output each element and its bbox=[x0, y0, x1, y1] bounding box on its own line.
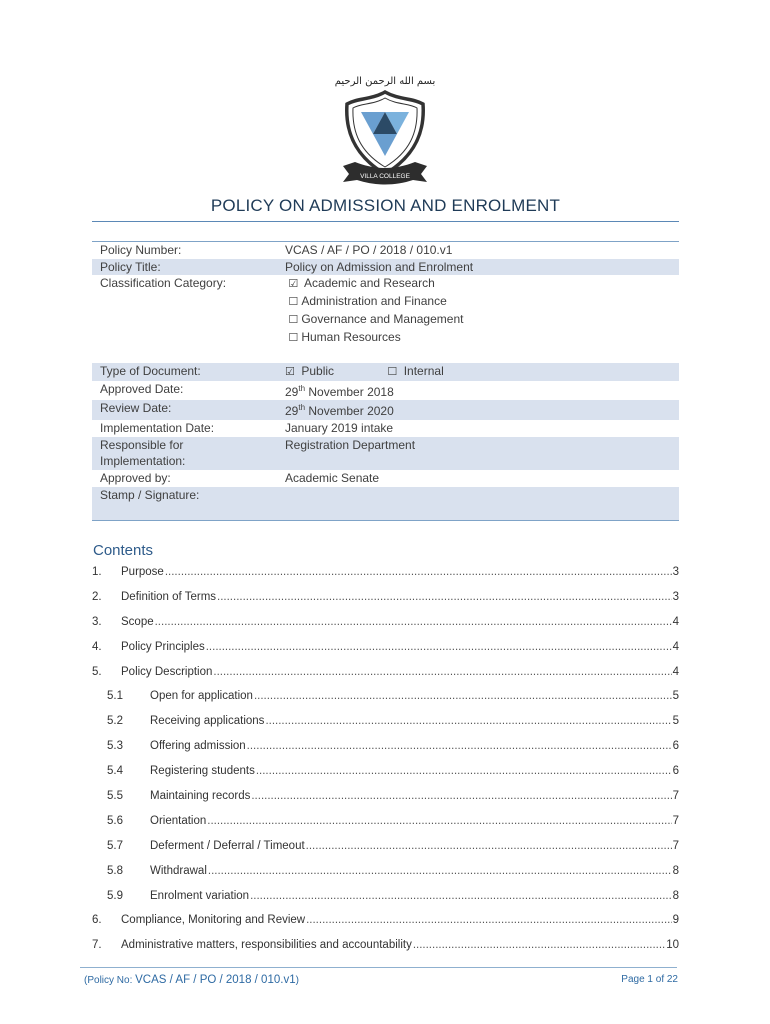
toc-label: Purpose bbox=[121, 566, 164, 578]
toc-page: 9 bbox=[672, 914, 679, 927]
toc-item[interactable] bbox=[92, 665, 679, 690]
toc-number: 6. bbox=[92, 914, 102, 927]
villa-college-logo bbox=[335, 70, 435, 188]
toc-leader bbox=[306, 839, 672, 854]
row-review-date bbox=[92, 400, 679, 420]
toc-leader bbox=[251, 789, 671, 804]
toc-item[interactable] bbox=[92, 789, 679, 814]
spacer-row bbox=[92, 346, 679, 363]
policy-number-value: VCAS / AF / PO / 2018 / 010.v1 bbox=[285, 243, 453, 257]
checkbox-checked-icon: ☑ bbox=[288, 277, 299, 291]
toc-leader bbox=[413, 938, 665, 953]
toc-label: Compliance, Monitoring and Review bbox=[121, 914, 306, 927]
row-responsible bbox=[92, 437, 679, 470]
row-type bbox=[92, 363, 679, 381]
category-label: Academic and Research bbox=[304, 276, 435, 291]
toc-leader bbox=[165, 565, 672, 580]
toc-number: 2. bbox=[92, 590, 102, 603]
toc-label: Enrolment variation bbox=[150, 889, 250, 902]
toc-page: 7 bbox=[672, 814, 679, 827]
toc-item[interactable] bbox=[92, 689, 679, 714]
toc-label: Offering admission bbox=[150, 740, 246, 753]
toc-number: 5.3 bbox=[107, 740, 123, 753]
toc-page: 3 bbox=[672, 566, 679, 578]
toc-page: 6 bbox=[672, 765, 679, 778]
row-implementation-date bbox=[92, 420, 679, 437]
row-policy-title bbox=[92, 259, 679, 276]
checkbox-empty-icon: ☐ bbox=[288, 295, 299, 309]
toc-number: 5.5 bbox=[107, 790, 123, 803]
toc-item[interactable] bbox=[92, 864, 679, 889]
row-approved-date bbox=[92, 381, 679, 401]
toc-page: 7 bbox=[672, 839, 679, 852]
toc-page: 6 bbox=[672, 740, 679, 753]
toc-item[interactable] bbox=[92, 814, 679, 839]
toc-leader bbox=[208, 864, 672, 879]
toc-label: Definition of Terms bbox=[121, 590, 217, 603]
checkbox-empty-icon: ☐ bbox=[288, 312, 299, 326]
toc-leader bbox=[207, 814, 671, 829]
review-date-value: 29th November 2020 bbox=[285, 403, 394, 419]
checkbox-checked-icon: ☑ bbox=[285, 364, 295, 378]
category-academic bbox=[285, 275, 679, 293]
toc-number: 5. bbox=[92, 665, 102, 678]
page-footer bbox=[84, 974, 678, 986]
policy-info-table bbox=[92, 241, 679, 521]
policy-title-label: Policy Title: bbox=[100, 259, 161, 274]
category-governance bbox=[285, 311, 679, 329]
toc-leader bbox=[265, 714, 671, 729]
toc-leader bbox=[256, 764, 672, 779]
category-label: Human Resources bbox=[301, 329, 401, 344]
toc-number: 1. bbox=[92, 566, 102, 578]
toc-item[interactable] bbox=[92, 615, 679, 640]
toc-label: Scope bbox=[121, 615, 154, 628]
row-approved-by bbox=[92, 470, 679, 487]
toc-item[interactable] bbox=[92, 590, 679, 615]
toc-leader bbox=[206, 640, 672, 655]
approved-by-value: Academic Senate bbox=[285, 471, 380, 486]
row-stamp bbox=[92, 487, 679, 520]
toc-leader bbox=[213, 665, 671, 680]
responsible-label: Responsible for Implementation: bbox=[100, 437, 186, 469]
toc-label: Policy Principles bbox=[121, 640, 205, 653]
toc-page: 5 bbox=[672, 715, 679, 728]
category-label: Governance and Management bbox=[301, 311, 464, 326]
toc-leader bbox=[217, 590, 672, 605]
toc-item[interactable] bbox=[92, 938, 679, 963]
table-of-contents bbox=[92, 565, 679, 963]
toc-item[interactable] bbox=[92, 565, 679, 590]
toc-item[interactable] bbox=[92, 764, 679, 789]
implementation-date-label: Implementation Date: bbox=[100, 421, 215, 436]
toc-label: Open for application bbox=[150, 690, 253, 703]
toc-number: 5.7 bbox=[107, 839, 123, 852]
toc-label: Withdrawal bbox=[150, 864, 207, 877]
document-title: POLICY ON ADMISSION AND ENROLMENT bbox=[210, 196, 561, 215]
ribbon-text: VILLA COLLEGE bbox=[360, 173, 410, 180]
toc-page: 5 bbox=[672, 690, 679, 703]
toc-item[interactable] bbox=[92, 714, 679, 739]
category-administration bbox=[285, 293, 679, 311]
approved-date-value: 29th November 2018 bbox=[285, 383, 394, 399]
review-date-label: Review Date: bbox=[100, 401, 172, 416]
toc-leader bbox=[155, 615, 672, 630]
footer-policy-number: (Policy No: VCAS / AF / PO / 2018 / 010.v1) bbox=[84, 974, 299, 986]
approved-date-label: Approved Date: bbox=[100, 381, 184, 396]
category-hr bbox=[285, 329, 679, 347]
classification-label: Classification Category: bbox=[100, 276, 227, 291]
toc-item[interactable] bbox=[92, 913, 679, 938]
approved-by-label: Approved by: bbox=[100, 471, 171, 486]
toc-label: Deferment / Deferral / Timeout bbox=[150, 839, 305, 852]
row-policy-number bbox=[92, 242, 679, 259]
toc-number: 5.6 bbox=[107, 814, 123, 827]
policy-number-label: Policy Number: bbox=[100, 243, 182, 257]
category-label: Administration and Finance bbox=[301, 294, 447, 309]
toc-number: 4. bbox=[92, 640, 102, 653]
toc-label: Policy Description bbox=[121, 665, 213, 678]
toc-item[interactable] bbox=[92, 889, 679, 914]
toc-number: 3. bbox=[92, 615, 102, 628]
implementation-date-value: January 2019 intake bbox=[285, 421, 394, 436]
toc-label: Receiving applications bbox=[150, 715, 265, 728]
toc-leader bbox=[250, 889, 672, 904]
stamp-label: Stamp / Signature: bbox=[100, 487, 200, 502]
checkbox-empty-icon: ☐ bbox=[387, 364, 398, 378]
toc-page: 8 bbox=[672, 864, 679, 877]
type-internal: Internal bbox=[403, 363, 444, 378]
toc-page: 4 bbox=[672, 640, 679, 653]
footer-page-number: Page 1 of 22 bbox=[621, 974, 678, 985]
toc-number: 5.9 bbox=[107, 889, 123, 902]
checkbox-empty-icon: ☐ bbox=[288, 330, 299, 344]
toc-page: 10 bbox=[666, 939, 679, 952]
toc-leader bbox=[306, 913, 672, 928]
toc-number: 5.4 bbox=[107, 765, 123, 778]
toc-label: Orientation bbox=[150, 814, 207, 827]
toc-page: 4 bbox=[672, 665, 679, 678]
toc-page: 8 bbox=[672, 889, 679, 902]
toc-number: 5.2 bbox=[107, 715, 123, 728]
toc-page: 7 bbox=[672, 790, 679, 803]
stamp-value bbox=[285, 487, 679, 520]
type-public: Public bbox=[301, 363, 335, 378]
toc-label: Maintaining records bbox=[150, 790, 251, 803]
toc-leader bbox=[247, 739, 672, 754]
toc-page: 4 bbox=[672, 615, 679, 628]
toc-leader bbox=[254, 689, 672, 704]
contents-heading: Contents bbox=[93, 542, 154, 559]
toc-item[interactable] bbox=[92, 640, 679, 665]
toc-label: Administrative matters, responsibilities and accountability bbox=[121, 939, 412, 952]
footer-divider bbox=[80, 967, 677, 968]
arabic-inscription: بسم الله الرحمن الرحيم bbox=[335, 76, 435, 87]
toc-item[interactable] bbox=[92, 839, 679, 864]
policy-title-value: Policy on Admission and Enrolment bbox=[285, 259, 474, 274]
toc-label: Registering students bbox=[150, 765, 255, 778]
toc-item[interactable] bbox=[92, 739, 679, 764]
toc-number: 5.1 bbox=[107, 690, 123, 703]
toc-number: 7. bbox=[92, 939, 102, 952]
responsible-value: Registration Department bbox=[285, 437, 416, 452]
toc-page: 3 bbox=[672, 590, 679, 603]
row-classification bbox=[92, 275, 679, 346]
toc-number: 5.8 bbox=[107, 864, 123, 877]
type-label: Type of Document: bbox=[100, 363, 201, 378]
title-divider bbox=[92, 221, 679, 222]
